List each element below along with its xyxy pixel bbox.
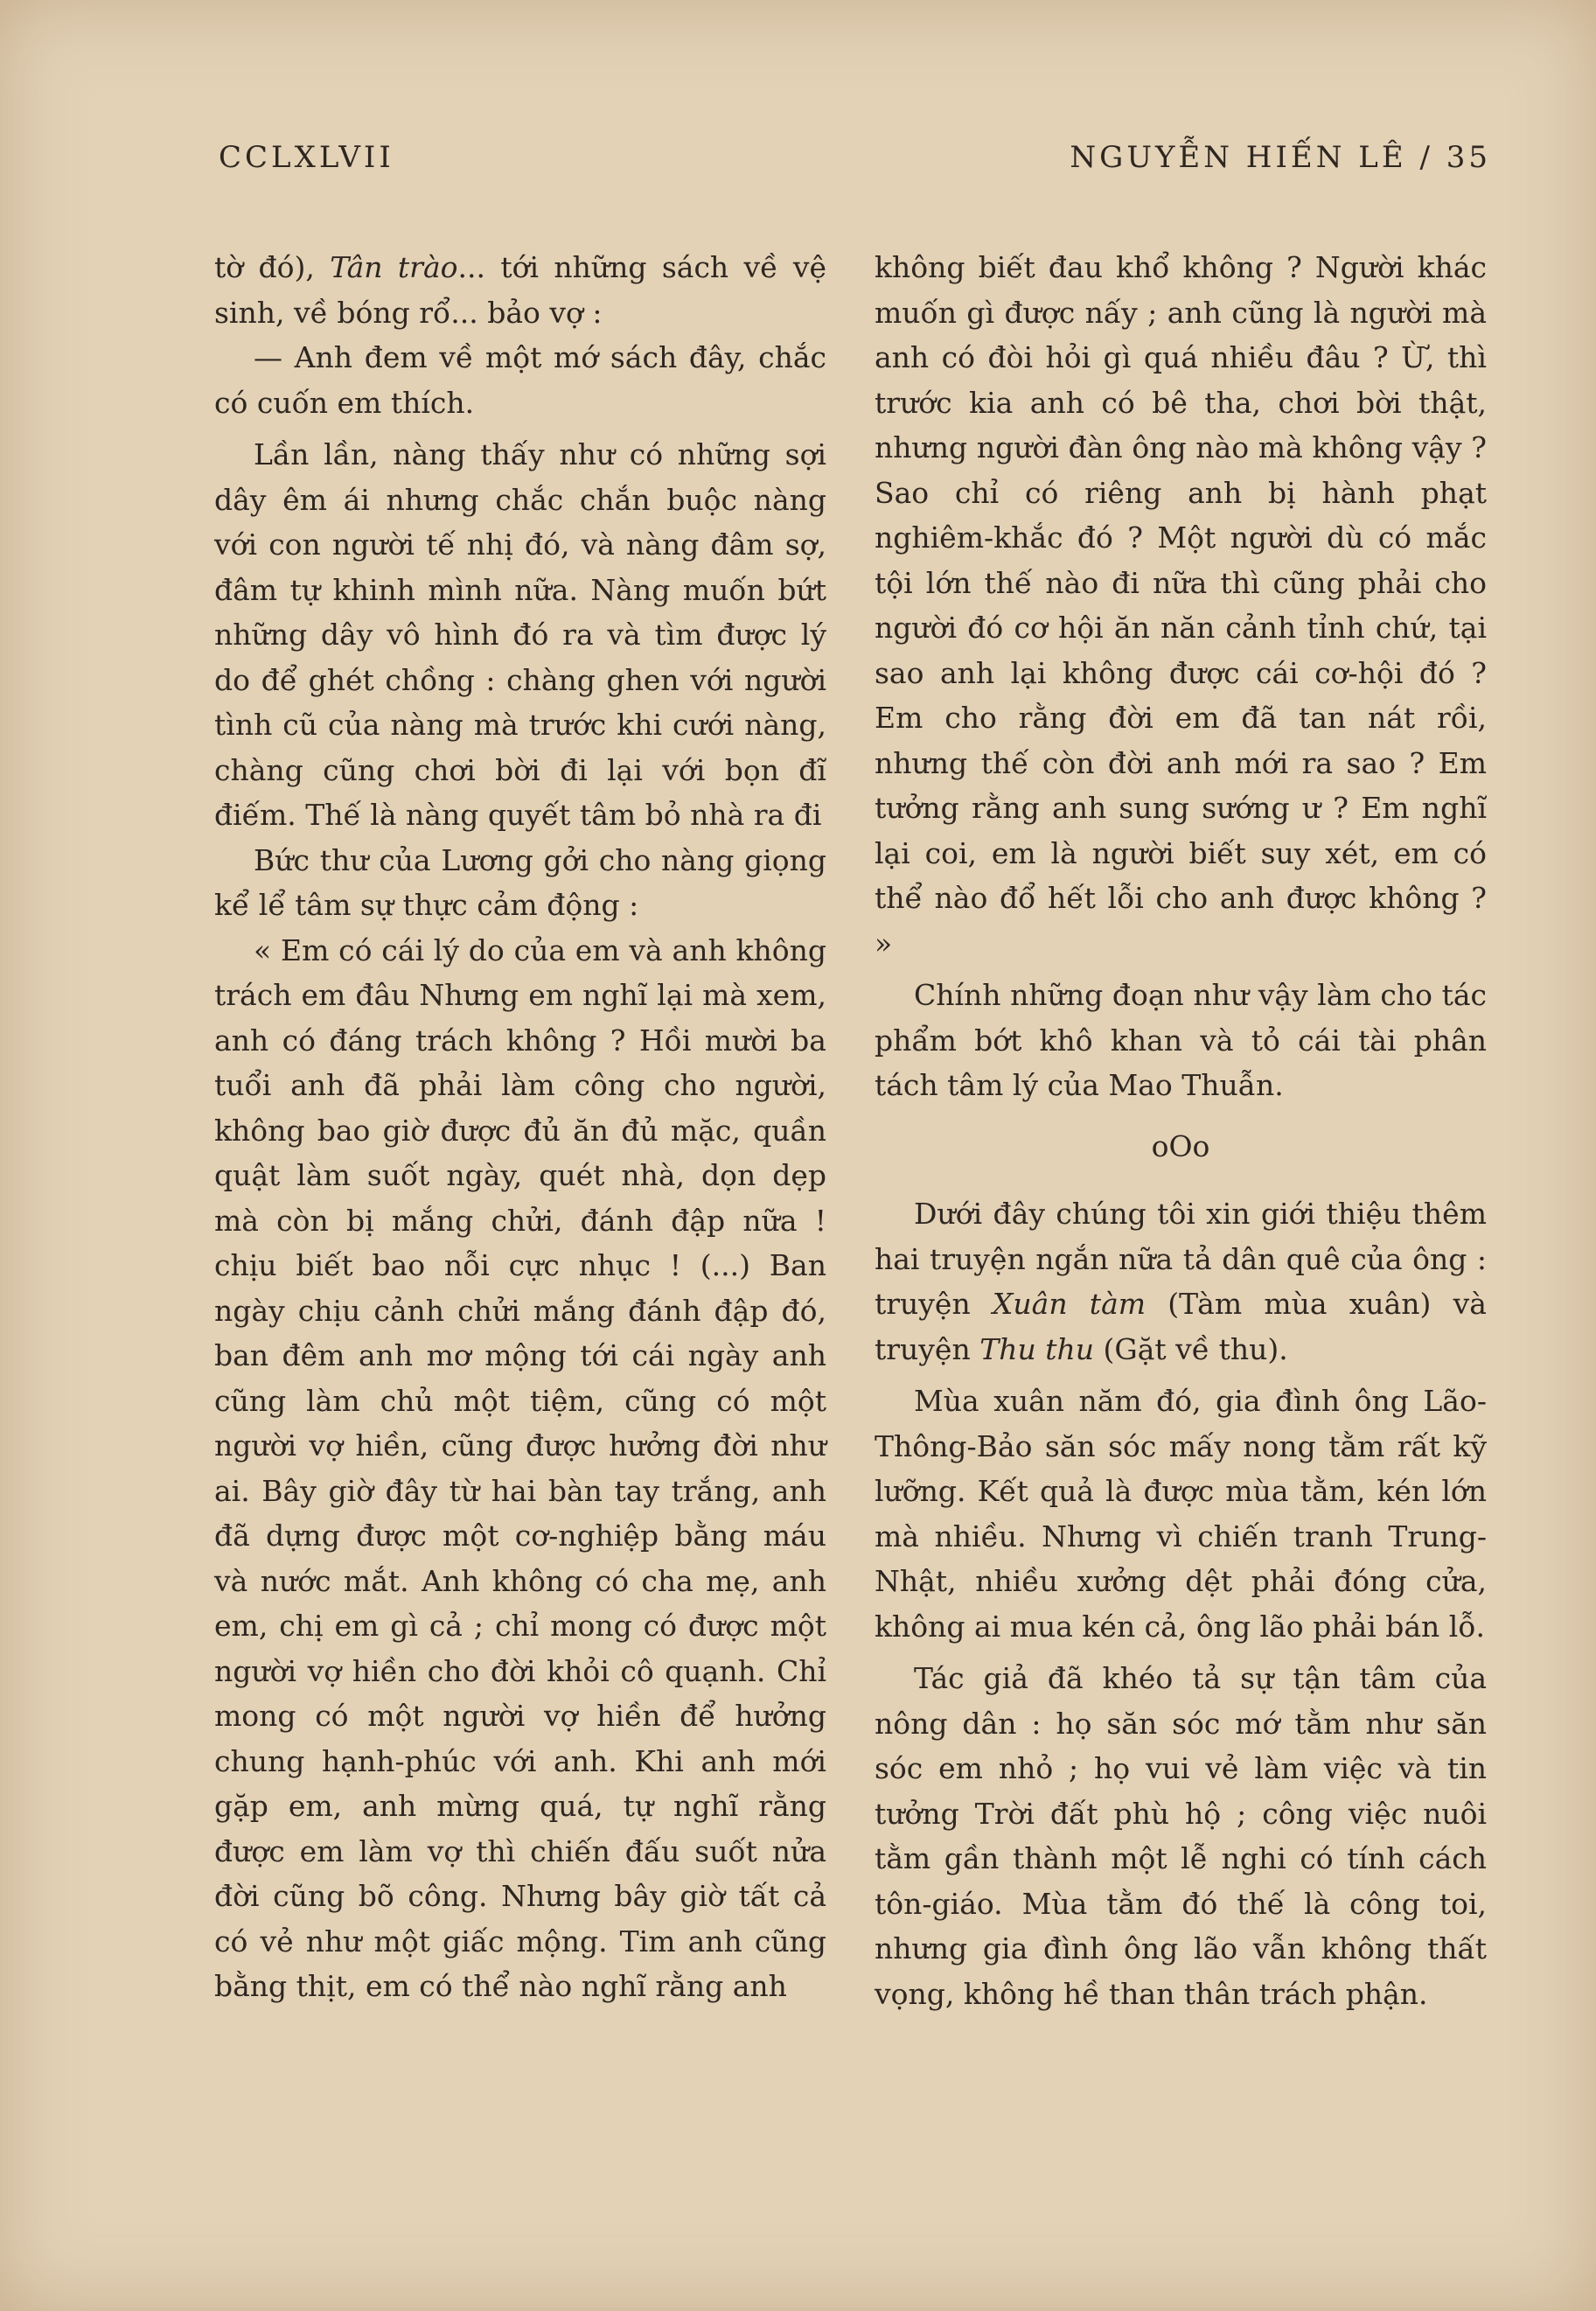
quoted-letter: « Em có cái lý do của em và anh không trách em đâu Nhưng em nghĩ lại mà xem, anh có đáng trách không ? Hồi mười ba tuổi anh đã phải làm công cho người, không bao giờ được đủ ăn đủ mặc, quần quật làm suốt ngày, quét nhà, dọn dẹp mà còn bị mắng chửi, đánh đập nữa ! chịu biết bao nỗi cực nhục ! (...) Ban ngày chịu cảnh chửi mắng đánh đập đó, ban đêm anh mơ mộng tới cái ngày anh cũng làm chủ một tiệm, cũng có một người vợ hiền, cũng được hưởng đời như ai. Bây giờ đây từ hai bàn tay trắng, anh đã dựng được một cơ-nghiệp bằng máu và nước mắt. Anh không có cha mẹ, anh em, chị em gì cả ; chỉ mong có được một người vợ hiền cho đời khỏi cô quạnh. Chỉ mong có một người vợ hiền để hưởng chung hạnh-phúc với anh. Khi anh mới gặp em, anh mừng quá, tự nghĩ rằng được em làm vợ thì chiến đấu suốt nửa đời cũng bõ công. Nhưng bây giờ tất cả có vẻ như một giấc mộng. Tim anh cũng bằng thịt, em có thể nào nghĩ rằng anh (214, 932, 826, 2003)
story-title: Xuân tàm (992, 1287, 1146, 1321)
paragraph: Bức thư của Lương gởi cho nàng giọng kể lể tâm sự thực cảm động : (214, 842, 826, 922)
paragraph: Mùa xuân năm đó, gia đình ông Lão-Thông-Bảo săn sóc mấy nong tằm rất kỹ lưỡng. Kết quả là được mùa tằm, kén lớn mà nhiều. Nhưng vì chiến tranh Trung-Nhật, nhiều xưởng dệt phải đóng cửa, không ai mua kén cả, ông lão phải bán lỗ. (875, 1384, 1487, 1644)
story-title: Thu thu (979, 1331, 1094, 1366)
book-title: Tân trào (330, 250, 458, 284)
right-column (875, 245, 1487, 2016)
author-page-number: NGUYỄN HIẾN LÊ / 35 (1070, 140, 1491, 175)
chapter-number: CCLXLVII (219, 140, 394, 175)
left-column (214, 245, 826, 2009)
paragraph: — Anh đem về một mớ sách đây, chắc có cuốn em thích. (214, 340, 826, 420)
running-header (219, 140, 1491, 184)
quoted-letter-continued: không biết đau khổ không ? Người khác muốn gì được nấy ; anh cũng là người mà anh có đòi hỏi gì quá nhiều đâu ? Ừ, thì trước kia anh có bê tha, chơi bời thật, nhưng người đàn ông nào mà không vậy ? Sao chỉ có riêng anh bị hành phạt nghiêm-khắc đó ? Một người dù có mắc tội lớn thế nào đi nữa thì cũng phải cho người đó cơ hội ăn năn cảnh tỉnh chứ, tại sao anh lại không được cái cơ-hội đó ? Em cho rằng đời em đã tan nát rồi, nhưng thế còn đời anh mới ra sao ? Em tưởng rằng anh sung sướng ư ? Em nghĩ lại coi, em là người biết suy xét, em có thể nào đổ hết lỗi cho anh được không ? » (875, 250, 1487, 960)
paragraph: tờ đó), Tân trào... tới những sách về vệ sinh, về bóng rổ... bảo vợ : (214, 250, 826, 330)
paragraph: Tác giả đã khéo tả sự tận tâm của nông dân : họ săn sóc mớ tằm như săn sóc em nhỏ ; họ vui vẻ làm việc và tin tưởng Trời đất phù hộ ; công việc nuôi tằm gần thành một lễ nghi có tính cách tôn-giáo. Mùa tằm đó thế là công toi, nhưng gia đình ông lão vẫn không thất vọng, không hề than thân trách phận. (875, 1661, 1487, 2011)
paragraph: Chính những đoạn như vậy làm cho tác phẩm bớt khô khan và tỏ cái tài phân tách tâm lý của Mao Thuẫn. (875, 978, 1487, 1102)
paragraph: Lần lần, nàng thấy như có những sợi dây êm ái nhưng chắc chắn buộc nàng với con người tế nhị đó, và nàng đâm sợ, đâm tự khinh mình nữa. Nàng muốn bứt những dây vô hình đó ra và tìm được lý do để ghét chồng : chàng ghen với người tình cũ của nàng mà trước khi cưới nàng, chàng cũng chơi bời đi lại với bọn đĩ điếm. Thế là nàng quyết tâm bỏ nhà ra đi (214, 437, 826, 832)
section-separator: oOo (1151, 1128, 1210, 1163)
paragraph: Dưới đây chúng tôi xin giới thiệu thêm hai truyện ngắn nữa tả dân quê của ông : truyện Xuân tàm (Tàm mùa xuân) và truyện Thu thu (Gặt về thu). (875, 1197, 1487, 1366)
